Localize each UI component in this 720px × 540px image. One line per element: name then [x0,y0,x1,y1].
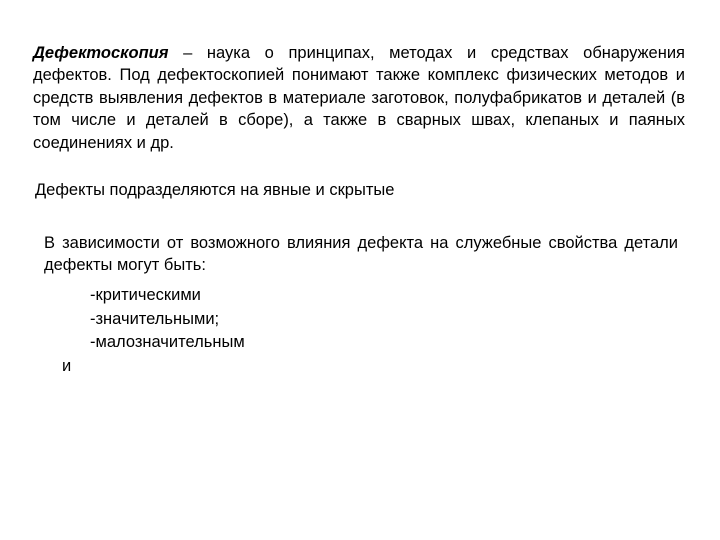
influence-intro-text: В зависимости от возможного влияния дефекта на служебные свойства детали дефекты могут быть: [44,234,678,275]
list-item: -критическими [90,286,201,304]
definition-term: Дефектоскопия [33,44,169,62]
list-item: -значительными; [90,309,220,328]
definition-text: – наука о принципах, методах и средствах обнаружения дефектов. Под дефектоскопией понимают также комплекс физических методов и средств выявления дефектов в материале заготовок, полуфабрикатов и деталей (в том числе и деталей в сборе), а также в сварных швах, клепаных и паяных соединениях и др. [33,44,685,152]
definition-paragraph [33,42,685,154]
classification-text: Дефекты подразделяются на явные и скрытые [35,181,395,199]
defect-types-list [62,284,247,378]
list-item: -малозначительными [62,333,245,375]
